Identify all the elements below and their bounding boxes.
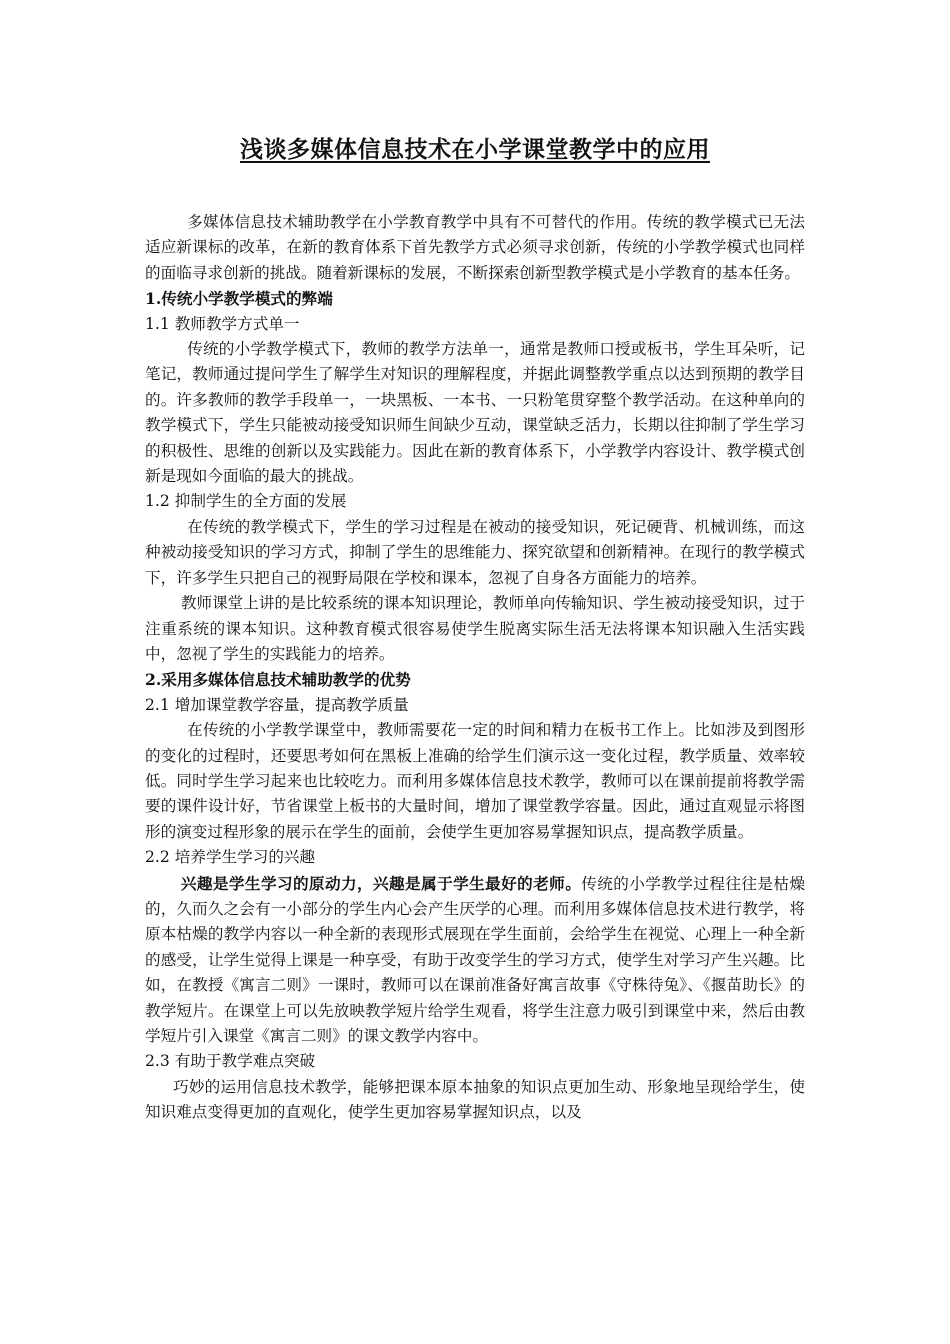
section-2-1-paragraph: 在传统的小学教学课堂中，教师需要花一定的时间和精力在板书工作上。比如涉及到图形的变化的过程时，还要思考如何在黑板上准确的给学生们演示这一变化过程，教学质量、效率较低。同时学生学习起来也比较吃力。而利用多媒体信息技术教学，教师可以在课前提前将教学需要的课件设计好，节省课堂上板书的大量时间，增加了课堂教学容量。因此，通过直观显示将图形的演变过程形象的展示在学生的面前，会使学生更加容易掌握知识点，提高教学质量。 <box>145 721 805 841</box>
section-2-2-paragraph <box>145 871 805 1050</box>
section-1-2-paragraph-2: 教师课堂上讲的是比较系统的课本知识理论，教师单向传输知识、学生被动接受知识，过于注重系统的课本知识。这种教育模式很容易使学生脱离实际生活无法将课本知识融入生活实践中，忽视了学生的实践能力的培养。 <box>145 594 805 663</box>
intro-paragraph: 多媒体信息技术辅助教学在小学教育教学中具有不可替代的作用。传统的教学模式已无法适应新课标的改革，在新的教育体系下首先教学方式必须寻求创新，传统的小学教学模式也同样的面临寻求创新的挑战。随着新课标的发展，不断探索创新型教学模式是小学教育的基本任务。 <box>145 213 805 282</box>
section-2-2-heading: 2.2 培养学生学习的兴趣 <box>145 848 316 867</box>
section-1-heading: 1.传统小学教学模式的弊端 <box>145 289 333 309</box>
section-2-2-body: 传统的小学教学过程往往是枯燥的，久而久之会有一小部分的学生内心会产生厌学的心理。而利用多媒体信息技术进行教学，将原本枯燥的教学内容以一种全新的表现形式展现在学生面前，会给学生在视觉、心理上一种全新的感受，让学生觉得上课是一种享受，有助于改变学生的学习方式，使学生对学习产生兴趣。比如，在教授《寓言二则》一课时，教师可以在课前准备好寓言故事《守株待兔》、《揠苗助长》的教学短片。在课堂上可以先放映教学短片给学生观看，将学生注意力吸引到课堂中来，然后由教学短片引入课堂《寓言二则》的课文教学内容中。 <box>145 874 805 1045</box>
section-2-3-heading: 2.3 有助于教学难点突破 <box>145 1052 316 1071</box>
section-2-3-paragraph: 巧妙的运用信息技术教学，能够把课本原本抽象的知识点更加生动、形象地呈现给学生，使知识难点变得更加的直观化，使学生更加容易掌握知识点，以及 <box>145 1077 805 1122</box>
section-1-2-paragraph-1: 在传统的教学模式下，学生的学习过程是在被动的接受知识，死记硬背、机械训练，而这种被动接受知识的学习方式，抑制了学生的思维能力、探究欲望和创新精神。在现行的教学模式下，许多学生只把自己的视野局限在学校和课本，忽视了自身各方面能力的培养。 <box>145 517 805 587</box>
section-2-1-heading: 2.1 增加课堂教学容量，提高教学质量 <box>145 695 409 714</box>
section-1-1-paragraph: 传统的小学教学模式下，教师的教学方法单一，通常是教师口授或板书，学生耳朵听，记笔记，教师通过提问学生了解学生对知识的理解程度，并据此调整教学重点以达到预期的教学目的。许多教师的教学手段单一，一块黑板、一本书、一只粉笔贯穿整个教学活动。在这种单向的教学模式下，学生只能被动接受知识师生间缺少互动，课堂缺乏活力，长期以往抑制了学生学习的积极性、思维的创新以及实践能力。因此在新的教育体系下，小学教学内容设计、教学模式创新是现如今面临的最大的挑战。 <box>145 340 805 486</box>
section-1-2-heading: 1.2 抑制学生的全方面的发展 <box>145 492 347 511</box>
section-2-2-lead: 兴趣是学生学习的原动力，兴趣是属于学生最好的老师。 <box>180 873 582 893</box>
section-1-1-heading: 1.1 教师教学方式单一 <box>145 314 300 333</box>
document-title: 浅谈多媒体信息技术在小学课堂教学中的应用 <box>240 136 710 163</box>
document-page <box>145 130 805 1126</box>
section-2-heading: 2.采用多媒体信息技术辅助教学的优势 <box>145 670 411 690</box>
